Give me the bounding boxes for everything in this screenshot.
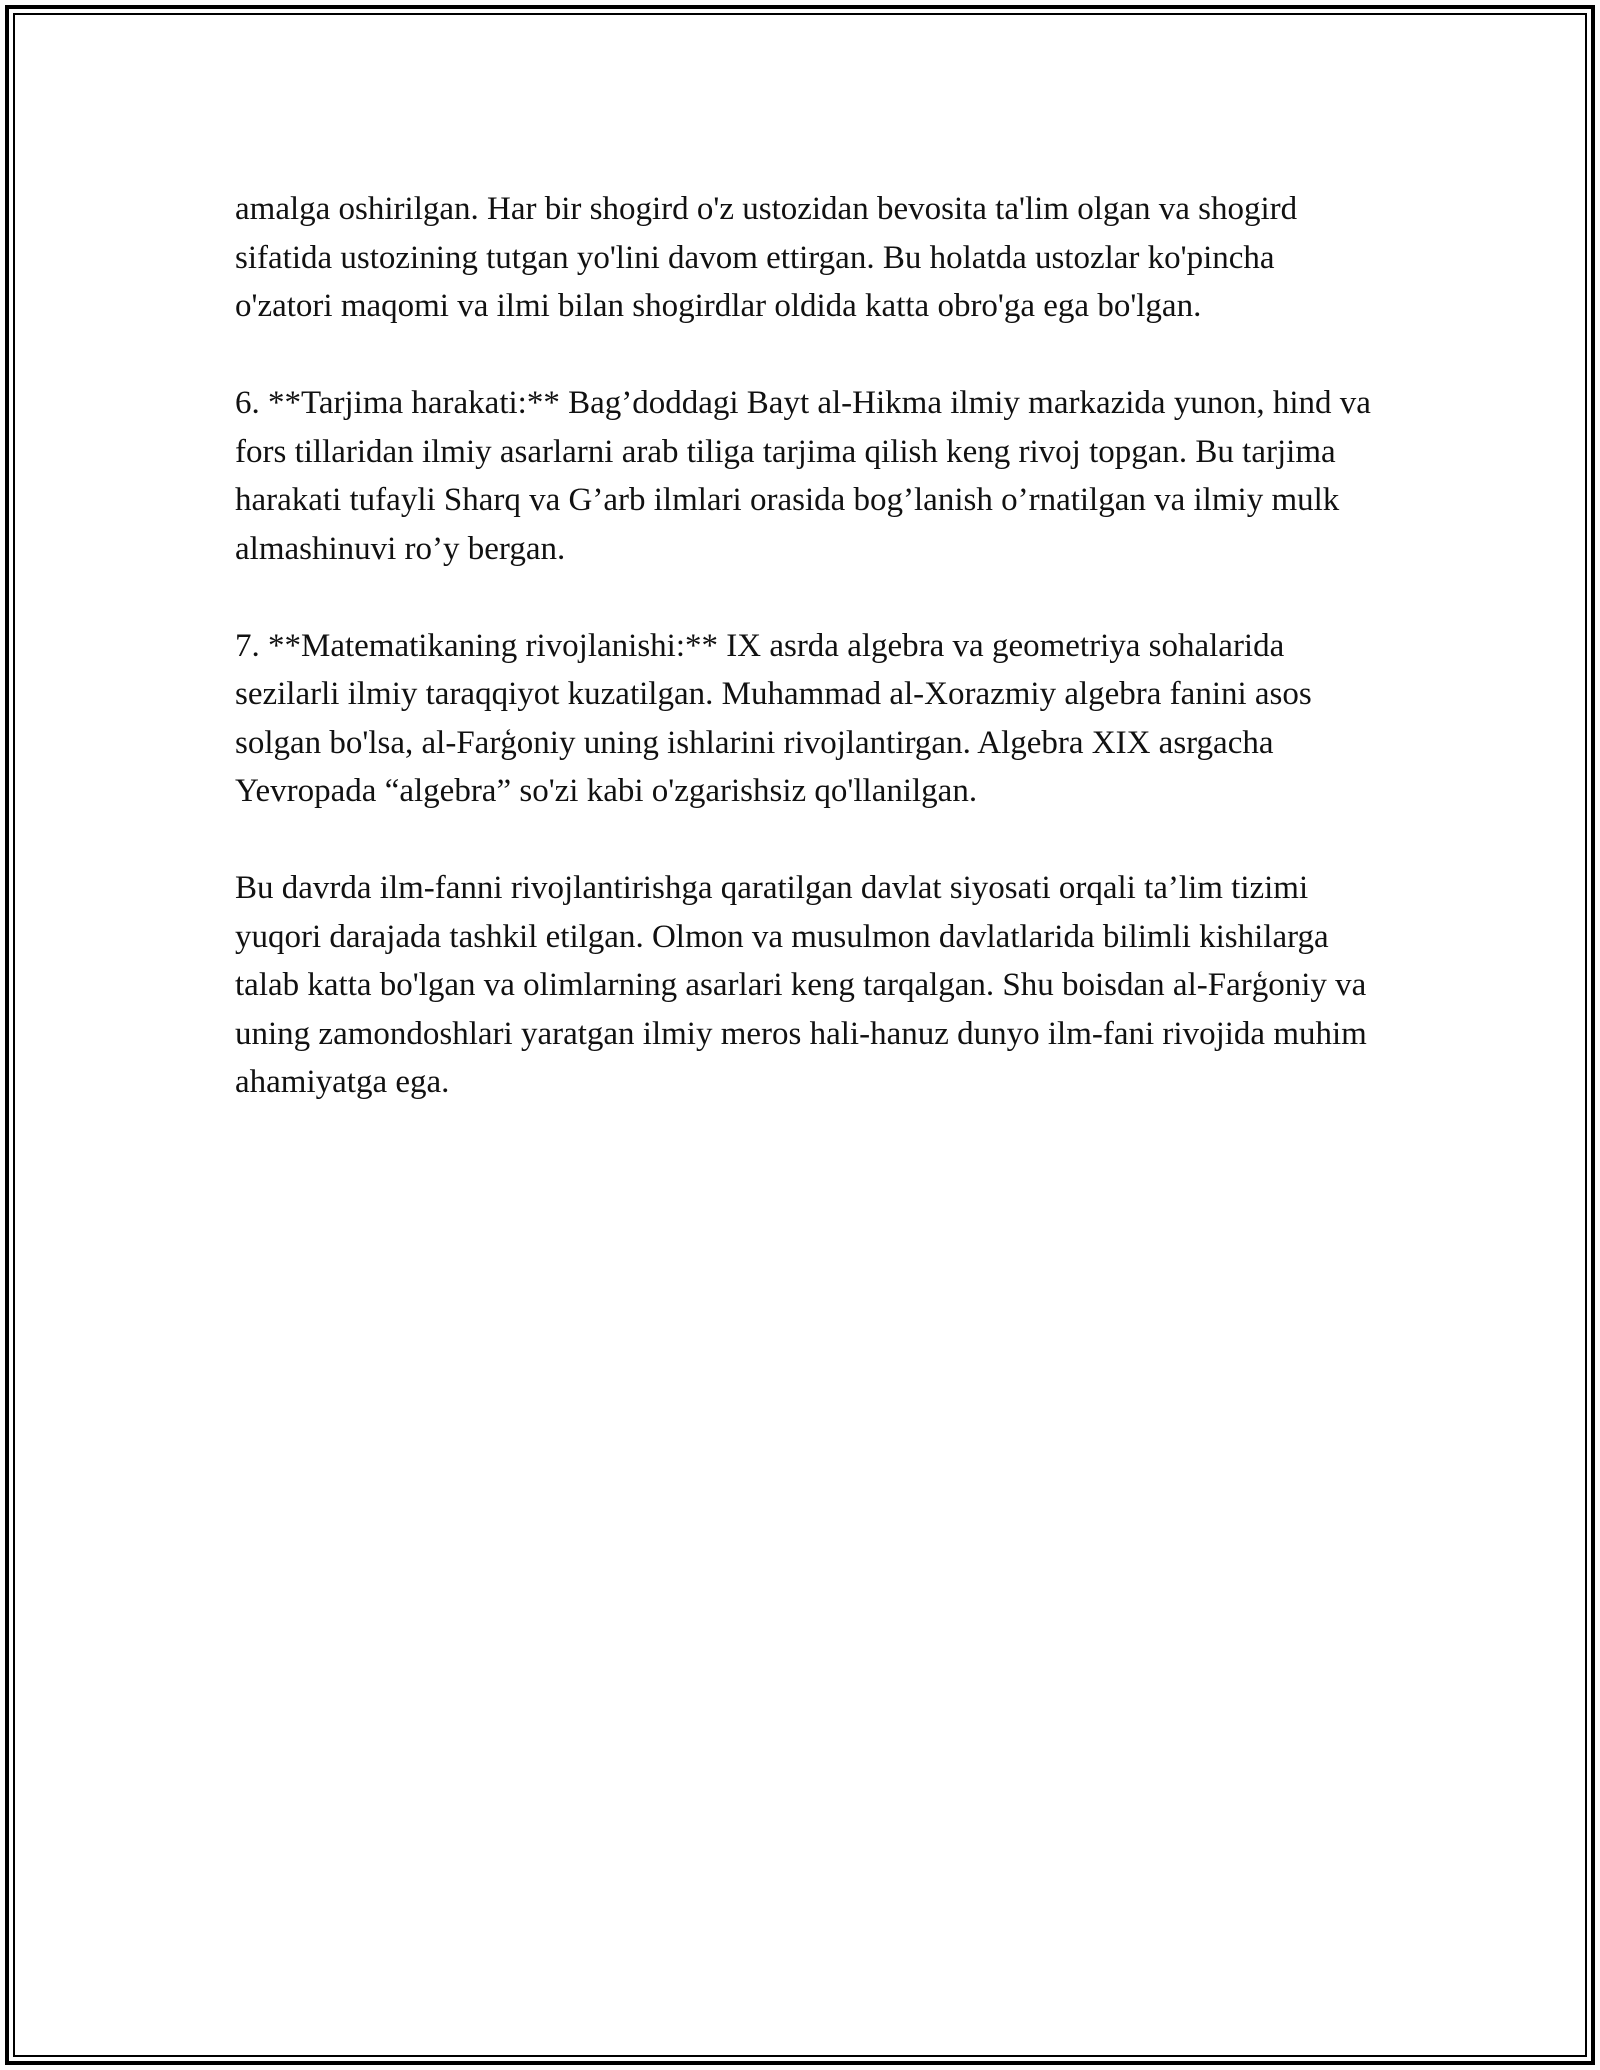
document-body xyxy=(235,185,1375,1155)
paragraph-conclusion: Bu davrda ilm-fanni rivojlantirishga qaratilgan davlat siyosati orqali ta’lim tizimi yuqori darajada tashkil etilgan. Olmon va musulmon davlatlarida bilimli kishilarga talab katta bo'lgan va olimlarning asarlari keng tarqalgan. Shu boisdan al-Farģoniy va uning zamondoshlari yaratgan ilmiy meros hali-hanuz dunyo ilm-fani rivojida muhim ahamiyatga ega. xyxy=(235,870,1367,1100)
paragraph-ustoz-shogird: amalga oshirilgan. Har bir shogird o'z ustozidan bevosita ta'lim olgan va shogird sifatida ustozining tutgan yo'lini davom ettirgan. Bu holatda ustozlar ko'pincha o'zatori maqomi va ilmi bilan shogirdlar oldida katta obro'ga ega bo'lgan. xyxy=(235,191,1298,324)
paragraph-tarjima-harakati: 6. **Tarjima harakati:** Bag’doddagi Bayt al-Hikma ilmiy markazida yunon, hind va fors tillaridan ilmiy asarlarni arab tiliga tarjima qilish keng rivoj topgan. Bu tarjima harakati tufayli Sharq va G’arb ilmlari orasida bog’lanish o’rnatilgan va ilmiy mulk almashinuvi ro’y bergan. xyxy=(235,385,1371,567)
paragraph-matematika: 7. **Matematikaning rivojlanishi:** IX asrda algebra va geometriya sohalarida sezilarli ilmiy taraqqiyot kuzatilgan. Muhammad al-Xorazmiy algebra fanini asos solgan bo'lsa, al-Farģoniy uning ishlarini rivojlantirgan. Algebra XIX asrgacha Yevropada “algebra” so'zi kabi o'zgarishsiz qo'llanilgan. xyxy=(235,627,1312,809)
